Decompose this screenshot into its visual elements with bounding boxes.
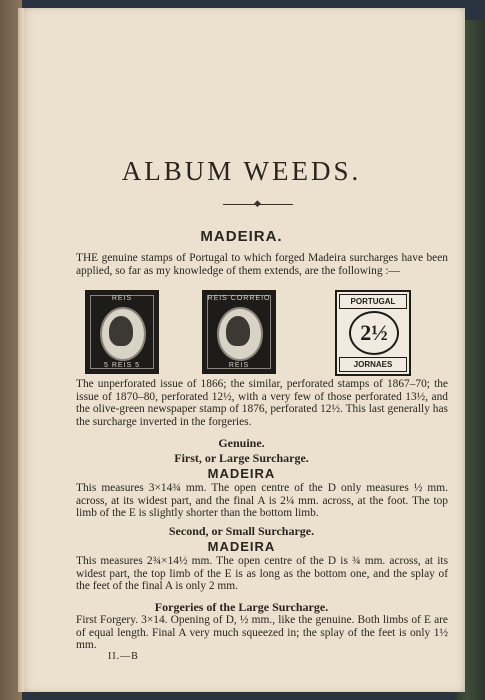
section-title: MADEIRA. <box>200 228 283 245</box>
page-gutter <box>18 8 24 692</box>
rule-ornament-icon: ◆ <box>254 198 261 208</box>
first-forgery-paragraph: First Forgery. 3×14. Opening of D, ½ mm., like the genuine. Both limbs of E are of equal length. Final A very much squeezed in; the splay of the feet is only 1½ mm. <box>76 614 448 652</box>
stamp-value: 2½ <box>349 311 399 355</box>
stamp-image-2: REIS CORREIO REIS <box>202 290 276 374</box>
page-title: ALBUM WEEDS. <box>121 156 362 186</box>
stamp-image-1: REIS 5 REIS 5 <box>85 290 159 374</box>
second-surcharge-heading: Second, or Small Surcharge. <box>168 524 315 538</box>
folio-mark: II.—B <box>108 651 139 662</box>
forgeries-heading: Forgeries of the Large Surcharge. <box>154 600 329 614</box>
genuine-heading: Genuine. <box>218 436 265 450</box>
king-portrait-icon <box>226 316 250 346</box>
king-portrait-icon <box>109 316 133 346</box>
second-measure-paragraph: This measures 2¾×14½ mm. The open centre of the D is ¾ mm. across, at its widest part, the top limb of the E is as long as the bottom one, and the splay of the feet of the final A is only 2 mm. <box>76 555 448 593</box>
surcharge-sample-1: MADEIRA <box>207 466 276 481</box>
intro-paragraph: THE genuine stamps of Portugal to which forged Madeira surcharges have been applied, so far as my knowledge of them extends, are the following :— <box>76 252 448 277</box>
surcharge-sample-2: MADEIRA <box>207 539 276 554</box>
first-measure-paragraph: This measures 3×14¾ mm. The open centre of the D only measures ½ mm. across, at its widest part, and the final A is 2¼ mm. across, at the foot. The top limb of the E is slightly shorter than the bottom limb. <box>76 482 448 520</box>
description-paragraph: The unperforated issue of 1866; the similar, perforated stamps of 1867–70; the issue of 1870–80, perforated 12½, with a very few of those perforated 13½, and the olive-green newspaper stamp of 1876, perforated 12½. This last generally has the surcharge inverted in the forgeries. <box>76 378 448 428</box>
first-surcharge-heading: First, or Large Surcharge. <box>174 451 309 465</box>
book-page <box>18 8 465 692</box>
stamp-image-3: PORTUGAL 2½ JORNAES <box>335 290 411 376</box>
